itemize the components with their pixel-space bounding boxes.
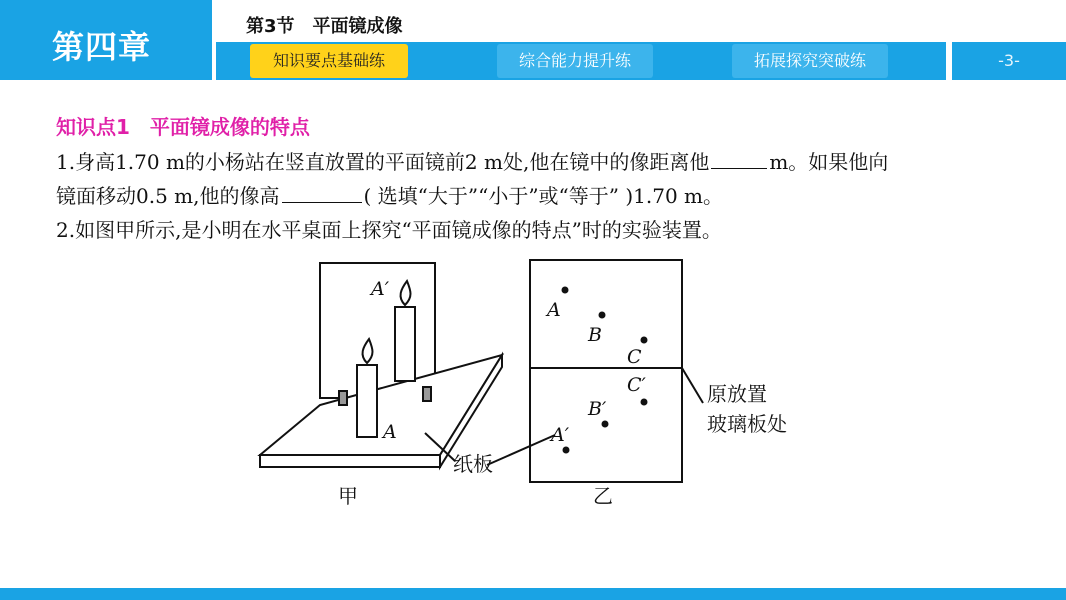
q1-line2-text: 镜面移动0.5 m,他的像高 [56,184,280,208]
q1-line1-text: 1.身高1.70 m的小杨站在竖直放置的平面镜前2 m处,他在镜中的像距离他 [56,150,710,174]
point-b-prime [602,421,609,428]
q1-line2-tail: ( 选填“大于”“小于”或“等于” )1.70 m。 [363,184,724,208]
footer-bar [0,588,1066,600]
point-a [562,287,569,294]
tab-ability-improvement[interactable]: 综合能力提升练 [497,44,653,78]
tab-basic-practice[interactable]: 知识要点基础练 [250,44,408,78]
section-title: 第3节 平面镜成像 [246,16,403,37]
question-2-line: 2.如图甲所示,是小明在水平桌面上探究“平面镜成像的特点”时的实验装置。 [56,218,722,242]
q1-line1-tail: m。如果他向 [769,150,889,174]
question-1-line-1 [56,146,888,175]
caption-jia: 甲 [338,484,358,508]
clip-right [423,387,431,401]
point-b [599,312,606,319]
point-a-prime [563,447,570,454]
experiment-figure [255,255,815,515]
point-c-prime [641,399,648,406]
tab-exploration-breakthrough[interactable]: 拓展探究突破练 [732,44,888,78]
paper-board-front [260,455,440,467]
label-a-prime: A′ [371,278,390,300]
label-sheet-b-prime: B′ [588,398,607,420]
knowledge-point-title: 知识点1 平面镜成像的特点 [56,115,310,139]
answer-blank-1[interactable] [711,150,767,169]
question-1-line-2 [56,180,723,209]
label-mirror-position-2: 玻璃板处 [707,412,787,436]
record-sheet [530,260,682,482]
label-sheet-a-prime: A′ [551,424,570,446]
label-sheet-b: B [588,324,602,346]
page-number: -3- [998,51,1020,70]
point-c [641,337,648,344]
candle-real [357,365,377,437]
chapter-title: 第四章 [52,28,152,66]
mirror-pointer [682,368,703,403]
caption-yi: 乙 [593,484,613,508]
label-sheet-a: A [547,299,561,321]
label-paper-board: 纸板 [453,452,493,476]
answer-blank-2[interactable] [282,184,362,203]
candle-image [395,307,415,381]
header-bar [0,0,1066,80]
label-mirror-position-1: 原放置 [707,382,767,406]
label-sheet-c-prime: C′ [627,374,646,396]
label-a: A [383,421,397,443]
clip-left [339,391,347,405]
label-sheet-c: C [627,346,642,368]
